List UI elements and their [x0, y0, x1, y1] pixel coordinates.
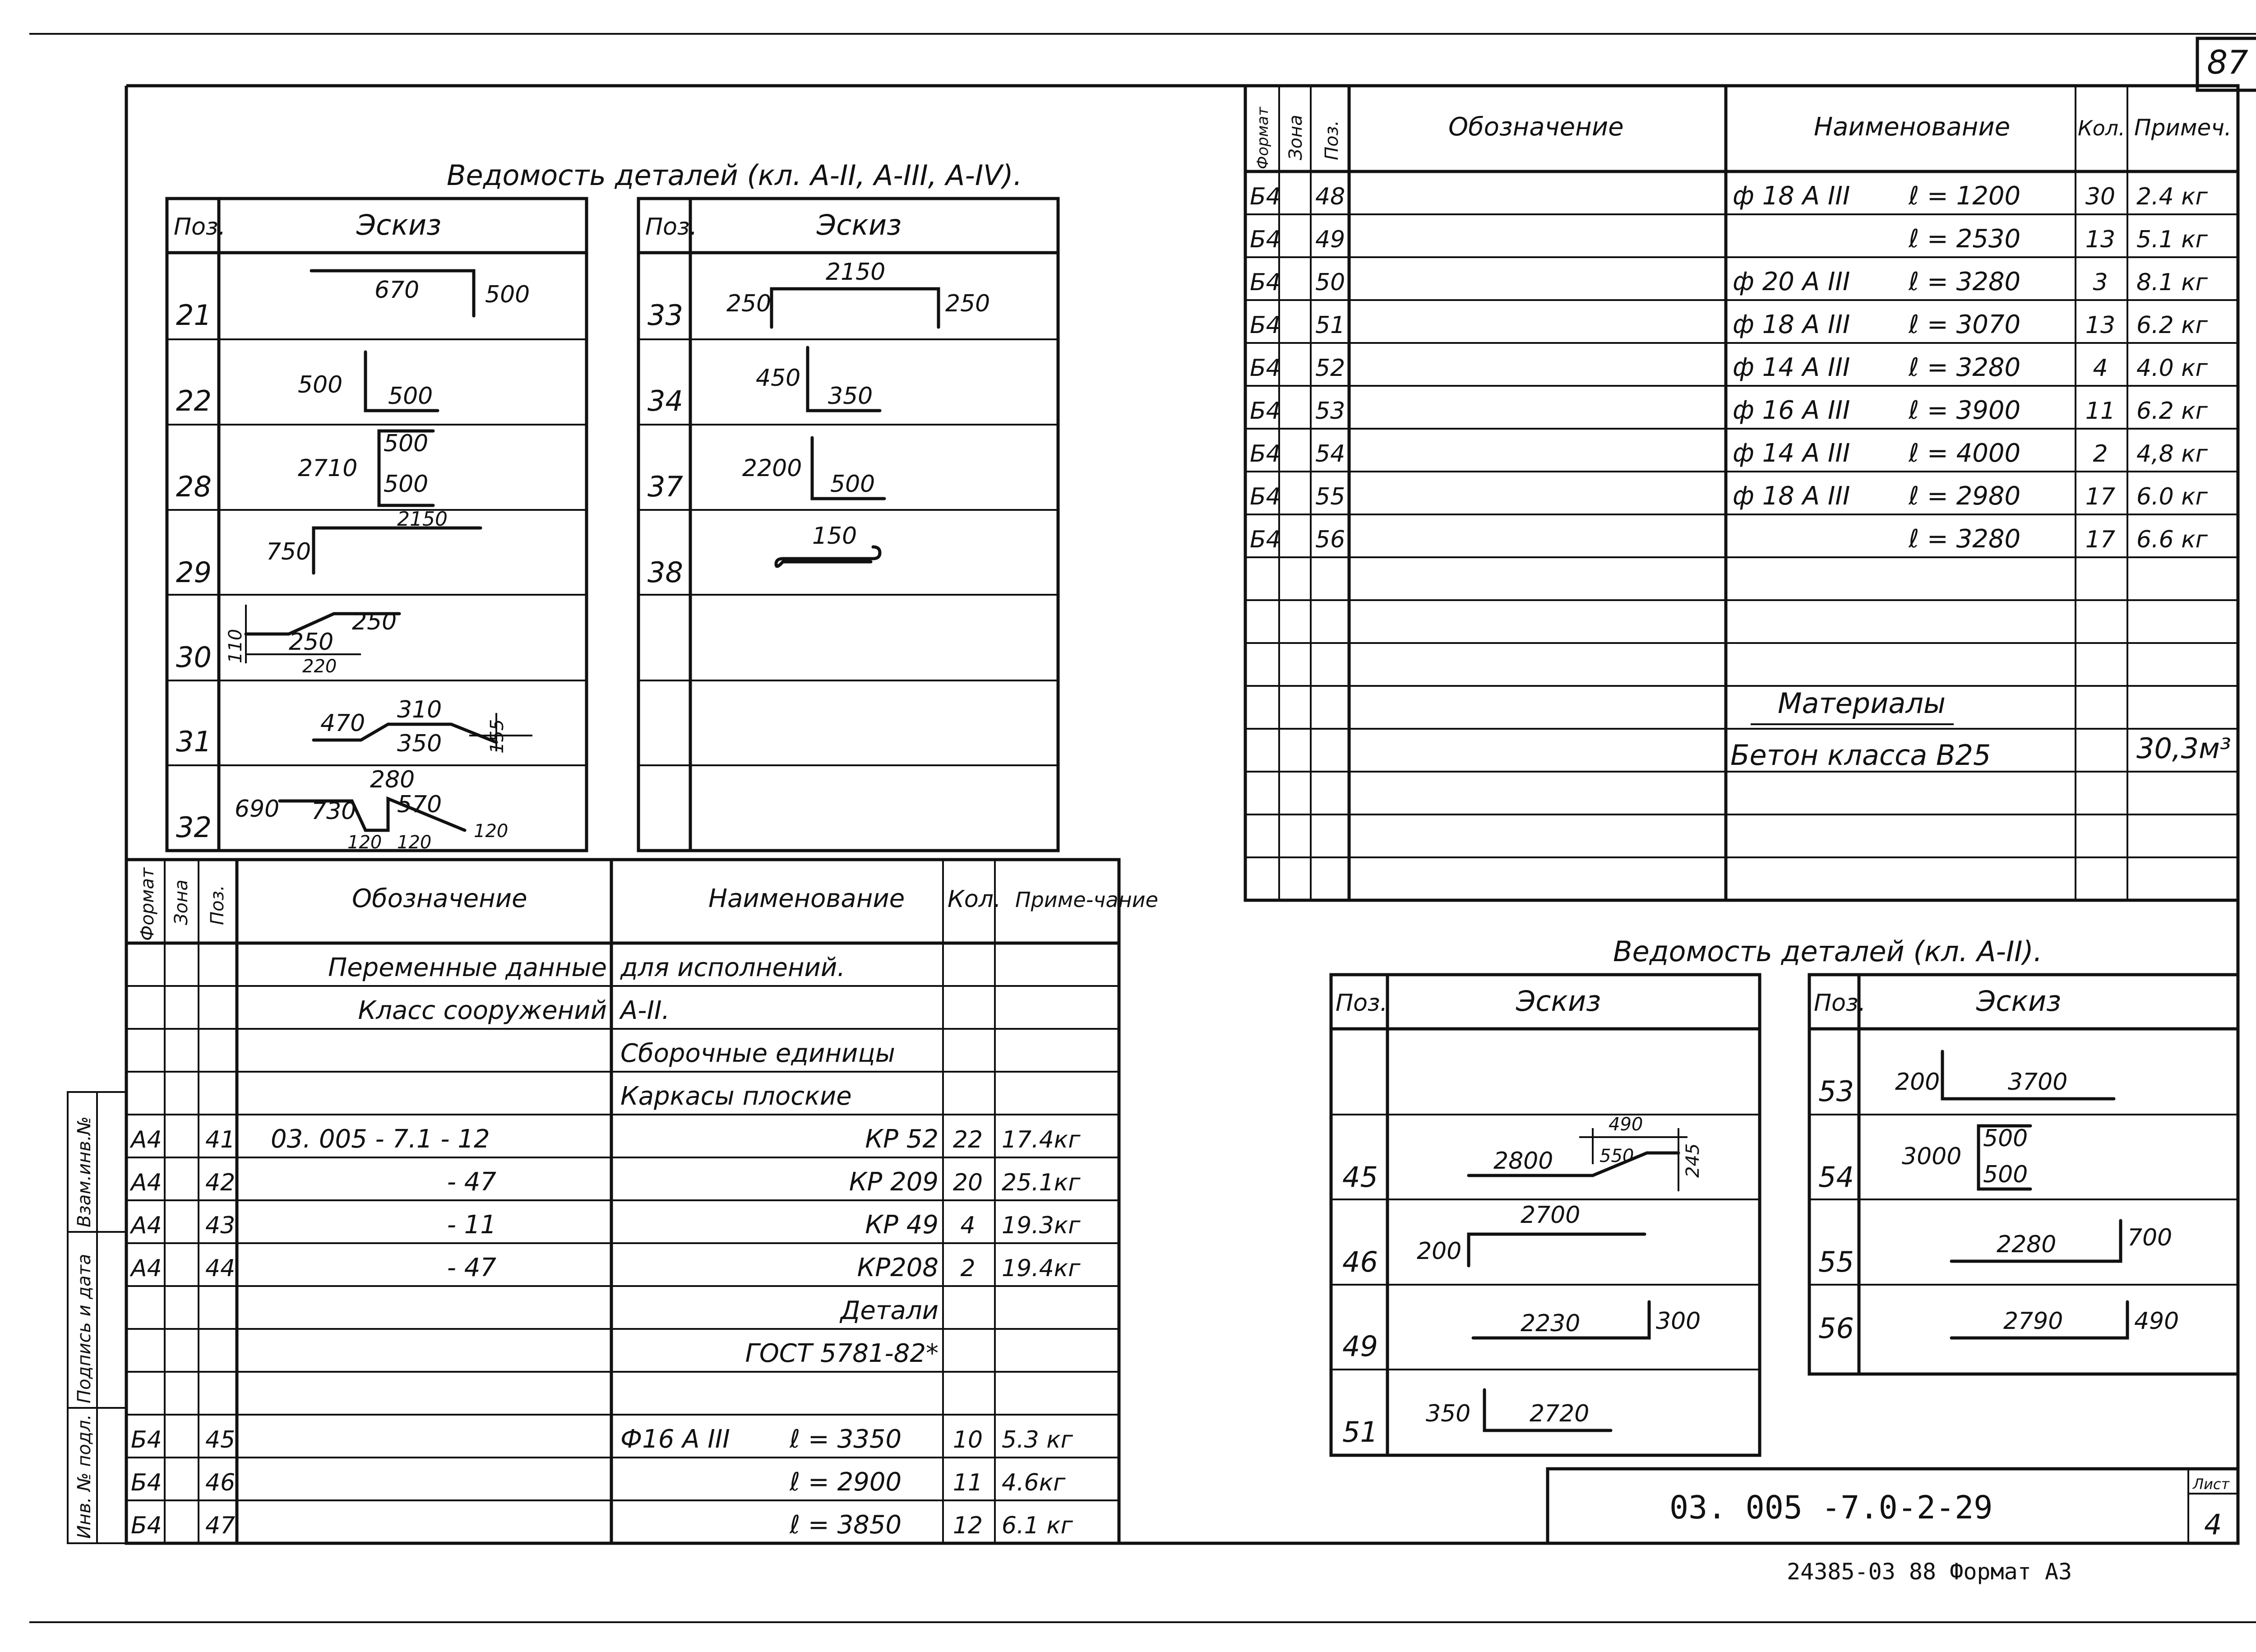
row-format: Б4 [1250, 440, 1281, 467]
row-pos: 44 [205, 1255, 236, 1282]
table-row [131, 1425, 1073, 1454]
detail-pos: 56 [1818, 1312, 1854, 1345]
row-length: ℓ = 2530 [1909, 224, 2021, 254]
detail-pos: 30 [176, 641, 212, 674]
table-row [839, 1296, 938, 1325]
row-designation: 03. 005 - 7.1 - 12 [271, 1124, 490, 1154]
row-pos: 43 [205, 1212, 236, 1239]
detail-pos: 55 [1818, 1245, 1854, 1278]
row-pos: 52 [1315, 355, 1345, 382]
row-format: Б4 [1250, 183, 1281, 210]
bar-sketch-21 [311, 271, 530, 316]
spec-right-header [1254, 106, 2232, 169]
row-pos: 49 [1315, 226, 1345, 253]
bar-sketch-49 [1473, 1302, 1701, 1338]
row-format: Б4 [1250, 312, 1281, 339]
row-qty: 22 [952, 1126, 983, 1153]
dimension-label: 110 [225, 629, 246, 663]
row-note: 6.2 кг [2136, 398, 2208, 425]
row-designation: Переменные данные [328, 953, 607, 982]
table-row [358, 996, 670, 1025]
row-name: Детали [840, 1296, 938, 1325]
details-a-col-sketch: Эскиз [817, 208, 902, 241]
bar-sketch-55 [1951, 1221, 2172, 1261]
dimension-label: 280 [370, 766, 415, 793]
stamp-sign-date: Подпись и дата [74, 1254, 95, 1403]
stamp-replace-inv: Взам.инв.№ [74, 1116, 95, 1227]
row-designation: - 47 [447, 1253, 496, 1282]
spec-left-col-name: Наименование [708, 884, 905, 913]
dimension-label: 670 [374, 277, 420, 304]
row-name: ф 14 А III [1733, 439, 1850, 468]
stamp-inv-no: Инв. № подл. [74, 1414, 95, 1539]
row-qty: 10 [952, 1426, 983, 1453]
dimension-label: 350 [828, 383, 873, 410]
row-format: Б4 [1250, 483, 1281, 510]
row-note: 6.2 кг [2136, 312, 2208, 339]
detail-pos: 32 [176, 811, 212, 844]
spec-left-col-designation: Обозначение [352, 884, 527, 913]
materials-item: Бетон класса В25 [1730, 739, 1991, 772]
table-row [129, 1253, 1081, 1282]
row-note: 6.0 кг [2136, 483, 2208, 510]
table-row [131, 1467, 1066, 1497]
dimension-label: 2790 [2003, 1308, 2063, 1335]
row-name: КР 49 [865, 1210, 938, 1240]
dimension-label: 500 [384, 471, 429, 498]
bar-sketch-33 [726, 259, 990, 327]
detail-pos: 49 [1342, 1330, 1378, 1363]
table-row [620, 1082, 852, 1111]
dimension-label: 2230 [1521, 1310, 1581, 1337]
dimension-label: 500 [1983, 1161, 2028, 1188]
row-note: 19.4кг [1002, 1255, 1081, 1282]
row-qty: 12 [952, 1512, 983, 1539]
dimension-label: 120 [474, 821, 509, 842]
row-name: ф 16 А III [1733, 396, 1850, 425]
detail-pos: 37 [647, 470, 683, 503]
dimension-label: 200 [1417, 1238, 1462, 1265]
bar-sketch-22 [298, 352, 438, 411]
row-format: А4 [131, 1126, 162, 1153]
dimension-label: 730 [311, 798, 356, 825]
table-row [129, 1167, 1081, 1197]
dimension-label: 690 [235, 796, 280, 823]
row-format: Б4 [1250, 226, 1281, 253]
row-name: Ф16 А III [620, 1425, 730, 1454]
page-number: 87 [2207, 43, 2248, 81]
row-length: ℓ = 3280 [1909, 267, 2021, 296]
row-length: ℓ = 3070 [1909, 310, 2021, 339]
bar-sketch-38 [776, 523, 880, 566]
row-name: Каркасы плоские [620, 1082, 852, 1111]
dimension-label: 2710 [298, 455, 358, 482]
bar-sketch-56 [1951, 1302, 2179, 1338]
table-row [620, 1039, 895, 1068]
dimension-label: 350 [397, 730, 442, 757]
dimension-label: 220 [302, 656, 337, 677]
side-stamp [68, 1092, 126, 1543]
row-length: ℓ = 3280 [1909, 524, 2021, 554]
dimension-label: 500 [384, 430, 429, 457]
bar-sketch-32 [235, 766, 508, 853]
table-row [745, 1339, 938, 1368]
dimension-label: 2150 [397, 508, 448, 531]
row-length: ℓ = 3350 [790, 1425, 902, 1454]
materials-title: Материалы [1778, 687, 1946, 720]
table-row [1250, 267, 2208, 296]
row-pos: 56 [1315, 526, 1345, 553]
dimension-label: 310 [397, 696, 442, 723]
table-row [1250, 524, 2208, 554]
dimension-label: 490 [2134, 1308, 2179, 1335]
table-row [1250, 224, 2208, 254]
detail-pos: 34 [647, 384, 683, 417]
row-format: Б4 [131, 1512, 162, 1539]
row-format: Б4 [1250, 355, 1281, 382]
spec-right-col-zone: Зона [1285, 115, 1306, 160]
row-note: 2.4 кг [2136, 183, 2208, 210]
dimension-label: 3000 [1902, 1143, 1962, 1170]
row-name: ф 18 А III [1733, 181, 1850, 211]
row-format: А4 [131, 1255, 162, 1282]
row-length: ℓ = 2900 [790, 1467, 902, 1497]
row-format: А4 [131, 1212, 162, 1239]
spec-right-col-note: Примеч. [2134, 115, 2232, 141]
row-qty: 2 [2093, 440, 2108, 467]
dimension-label: 2150 [826, 259, 886, 286]
bar-sketch-30 [225, 605, 399, 677]
dimension-label: 550 [1600, 1146, 1634, 1166]
row-qty: 17 [2085, 526, 2116, 553]
bar-sketch-29 [266, 508, 481, 573]
details-a-title: Ведомость деталей (кл. А-II, А-III, А-IV). [447, 159, 1022, 192]
spec-right-col-designation: Обозначение [1448, 112, 1624, 142]
dimension-label: 500 [485, 281, 530, 308]
row-qty: 13 [2085, 312, 2116, 339]
row-note: 25.1кг [1002, 1169, 1081, 1196]
dimension-label: 500 [388, 383, 433, 410]
dimension-label: 120 [397, 832, 432, 853]
row-name: ф 14 А III [1733, 353, 1850, 382]
bottom-note: 24385-03 88 Формат А3 [1787, 1559, 2072, 1585]
spec-left-rows [126, 953, 1119, 1543]
table-row [1250, 353, 2208, 382]
row-qty: 13 [2085, 226, 2116, 253]
spec-right-col-qty: Кол. [2078, 116, 2125, 140]
row-pos: 42 [205, 1169, 236, 1196]
details-b-title: Ведомость деталей (кл. А-II). [1613, 935, 2043, 968]
spec-left-col-qty: Кол. [948, 886, 1001, 913]
row-pos: 54 [1315, 440, 1345, 467]
table-row [328, 953, 845, 982]
row-pos: 46 [205, 1469, 236, 1496]
row-qty: 20 [952, 1169, 983, 1196]
bar-sketch-28 [298, 430, 433, 505]
dimension-label: 2200 [742, 455, 802, 482]
detail-pos: 22 [176, 384, 212, 417]
dimension-label: 200 [1895, 1069, 1940, 1096]
details-b-col-pos: Поз. [1336, 990, 1388, 1017]
row-name: КР 209 [849, 1167, 938, 1197]
row-pos: 45 [205, 1426, 236, 1453]
dimension-label: 2700 [1521, 1202, 1581, 1229]
spec-right-col-format: Формат [1254, 107, 1272, 169]
dimension-label: 155 [487, 719, 508, 754]
row-format: Б4 [1250, 269, 1281, 296]
bar-sketch-31 [314, 696, 532, 757]
dimension-label: 300 [1656, 1308, 1701, 1335]
row-name: ф 20 А III [1733, 267, 1850, 296]
details-a-col-pos: Поз. [645, 213, 698, 241]
row-length: ℓ = 4000 [1909, 439, 2021, 468]
spec-right-col-name: Наименование [1814, 112, 2011, 142]
row-format: Б4 [131, 1469, 162, 1496]
table-row [1250, 481, 2208, 511]
bar-sketch-53 [1895, 1051, 2114, 1099]
detail-pos: 45 [1342, 1161, 1378, 1194]
row-note: 17.4кг [1002, 1126, 1081, 1153]
row-length: ℓ = 3900 [1909, 396, 2021, 425]
sheet-number: 4 [2204, 1508, 2222, 1541]
row-note: 6.6 кг [2136, 526, 2208, 553]
spec-left-header [137, 867, 1158, 941]
dimension-label: 500 [1983, 1125, 2028, 1152]
document-code: 03. 005 -7.0-2-29 [1669, 1489, 1993, 1526]
row-pos: 41 [205, 1126, 236, 1153]
dimension-label: 2280 [1997, 1231, 2057, 1258]
dimension-label: 250 [726, 290, 772, 317]
dimension-label: 120 [347, 832, 382, 853]
dimension-label: 700 [2127, 1224, 2173, 1251]
table-row [129, 1124, 1081, 1154]
row-qty: 17 [2085, 483, 2116, 510]
details-b-col-sketch: Эскиз [1976, 985, 2062, 1018]
row-note: 6.1 кг [1002, 1512, 1073, 1539]
row-name: Сборочные единицы [620, 1039, 895, 1068]
table-row [1250, 181, 2208, 211]
dimension-label: 570 [397, 791, 442, 818]
row-name: КР208 [857, 1253, 938, 1282]
dimension-label: 750 [266, 538, 311, 565]
row-pos: 53 [1315, 398, 1345, 425]
dimension-label: 450 [756, 365, 801, 392]
row-note: 5.1 кг [2136, 226, 2208, 253]
table-row [1250, 310, 2208, 339]
row-pos: 48 [1315, 183, 1345, 210]
row-name: для исполнений. [620, 953, 846, 982]
row-qty: 11 [2085, 398, 2116, 425]
table-row [131, 1510, 1073, 1540]
row-name: ГОСТ 5781-82* [745, 1339, 938, 1368]
row-length: ℓ = 2980 [1909, 481, 2021, 511]
row-length: ℓ = 3850 [790, 1510, 902, 1540]
row-qty: 11 [952, 1469, 983, 1496]
row-qty: 30 [2085, 183, 2116, 210]
detail-pos: 51 [1342, 1416, 1378, 1448]
dimension-label: 500 [830, 471, 875, 498]
spec-left-col-zone: Зона [171, 879, 192, 925]
row-format: Б4 [131, 1426, 162, 1453]
table-row [1250, 396, 2208, 425]
dimension-label: 470 [320, 710, 365, 737]
dimension-label: 150 [812, 523, 857, 550]
row-note: 5.3 кг [1002, 1426, 1073, 1453]
spec-left-col-pos: Поз. [207, 885, 228, 925]
dimension-label: 3700 [2008, 1069, 2068, 1096]
row-designation: - 11 [447, 1210, 496, 1240]
detail-pos: 28 [176, 470, 212, 503]
details-a-col-sketch: Эскиз [356, 208, 442, 241]
detail-pos: 21 [176, 299, 212, 332]
dimension-label: 245 [1683, 1143, 1703, 1178]
dimension-label: 250 [289, 629, 334, 656]
row-designation: Класс сооружений [358, 996, 607, 1025]
row-pos: 47 [205, 1512, 236, 1539]
details-b-col-pos: Поз. [1814, 990, 1866, 1017]
row-note: 19.3кг [1002, 1212, 1081, 1239]
row-note: 4.0 кг [2136, 355, 2208, 382]
table-row [1250, 439, 2208, 468]
row-name: ф 18 А III [1733, 481, 1850, 511]
bar-sketch-34 [756, 347, 880, 411]
spec-left-col-note: Приме-чание [1015, 888, 1158, 912]
spec-left-col-format: Формат [137, 867, 158, 941]
bar-sketch-45 [1469, 1114, 1703, 1191]
row-qty: 2 [960, 1255, 975, 1282]
detail-pos: 33 [647, 299, 683, 332]
table-row [129, 1210, 1081, 1240]
dimension-label: 250 [945, 290, 990, 317]
dimension-label: 500 [298, 371, 343, 398]
row-note: 4.6кг [1002, 1469, 1066, 1496]
row-qty: 3 [2093, 269, 2108, 296]
row-note: 8.1 кг [2136, 269, 2208, 296]
row-format: Б4 [1250, 526, 1281, 553]
detail-pos: 31 [176, 725, 212, 758]
sheet-label: Лист [2193, 1476, 2230, 1493]
bar-sketch-54 [1902, 1125, 2030, 1189]
detail-pos: 38 [647, 556, 683, 589]
details-b-col-sketch: Эскиз [1516, 985, 1601, 1018]
dimension-label: 250 [352, 608, 397, 635]
row-name: КР 52 [865, 1124, 938, 1154]
bar-sketch-51 [1426, 1390, 1611, 1430]
bar-sketch-37 [742, 438, 884, 499]
row-qty: 4 [2093, 355, 2108, 382]
row-note: 4,8 кг [2136, 440, 2208, 467]
spec-right-col-pos: Поз. [1322, 120, 1342, 160]
row-pos: 55 [1315, 483, 1345, 510]
dimension-label: 350 [1426, 1400, 1471, 1427]
row-name: ф 18 А III [1733, 310, 1850, 339]
dimension-label: 490 [1609, 1114, 1643, 1135]
row-format: А4 [131, 1169, 162, 1196]
detail-pos: 46 [1342, 1245, 1378, 1278]
details-a-col-pos: Поз. [174, 213, 226, 241]
row-length: ℓ = 1200 [1909, 181, 2021, 211]
detail-pos: 54 [1818, 1161, 1854, 1194]
title-block [1548, 1469, 2238, 1543]
row-qty: 4 [960, 1212, 975, 1239]
row-length: ℓ = 3280 [1909, 353, 2021, 382]
row-pos: 50 [1315, 269, 1345, 296]
dimension-label: 2720 [1530, 1400, 1590, 1427]
row-pos: 51 [1315, 312, 1345, 339]
detail-pos: 29 [176, 556, 212, 589]
dimension-label: 2800 [1493, 1148, 1553, 1175]
row-name: А-II. [620, 996, 670, 1025]
detail-pos: 53 [1818, 1075, 1854, 1108]
row-designation: - 47 [447, 1167, 496, 1197]
bar-sketch-46 [1417, 1202, 1645, 1266]
row-format: Б4 [1250, 398, 1281, 425]
materials-qty: 30,3м³ [2136, 732, 2231, 765]
